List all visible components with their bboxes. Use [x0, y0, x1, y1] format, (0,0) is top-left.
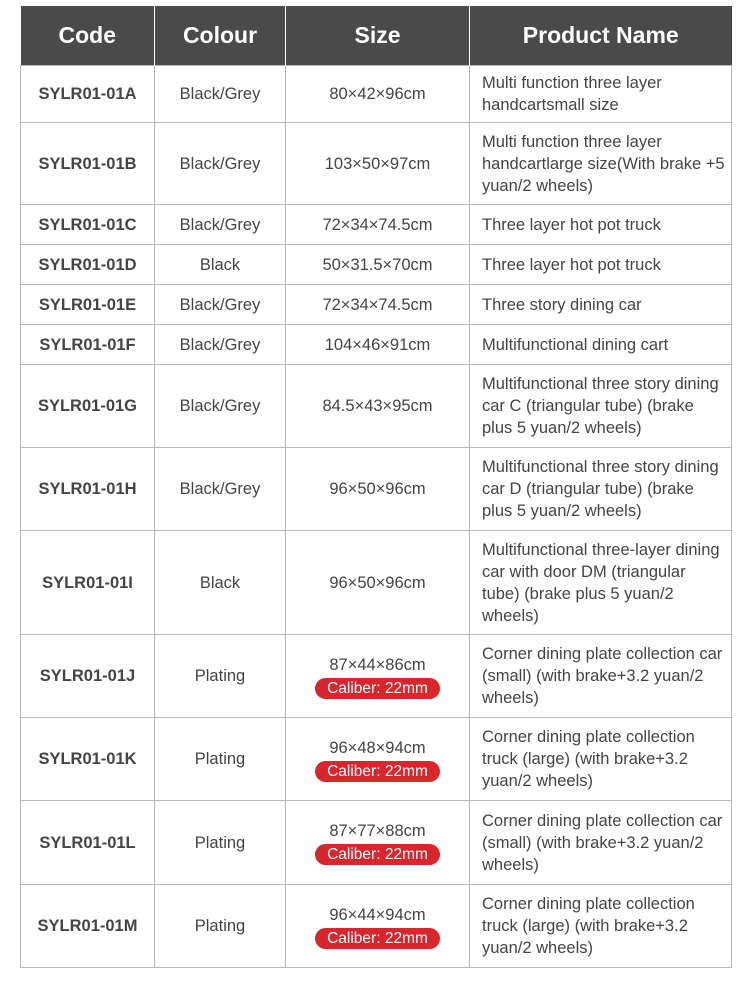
size-value: 96×50×96cm	[329, 573, 426, 592]
product-name-cell: Three story dining car	[470, 285, 732, 325]
table-row	[21, 365, 732, 448]
code-cell: SYLR01-01E	[21, 285, 155, 325]
size-cell	[286, 801, 470, 885]
code-cell: SYLR01-01H	[21, 448, 155, 531]
size-cell	[286, 365, 470, 448]
size-value: 87×77×88cm	[329, 822, 426, 840]
header-size: Size	[286, 6, 470, 66]
size-value: 104×46×91cm	[324, 335, 431, 354]
product-name-cell: Three layer hot pot truck	[470, 205, 732, 245]
header-colour: Colour	[155, 6, 286, 66]
colour-cell: Plating	[155, 718, 286, 801]
colour-cell: Plating	[155, 885, 286, 968]
size-value: 50×31.5×70cm	[322, 255, 433, 274]
code-cell: SYLR01-01K	[21, 718, 155, 801]
table-row	[21, 66, 732, 123]
product-name-cell: Multifunctional dining cart	[470, 325, 732, 365]
product-spec-table	[20, 6, 732, 968]
table-row	[21, 448, 732, 531]
table-row	[21, 325, 732, 365]
product-name-cell: Corner dining plate collection truck (large) (with brake+3.2 yuan/2 wheels)	[470, 885, 732, 968]
table-row	[21, 205, 732, 245]
code-cell: SYLR01-01G	[21, 365, 155, 448]
table-row	[21, 123, 732, 205]
product-name-cell: Three layer hot pot truck	[470, 245, 732, 285]
product-name-cell: Multi function three layer handcartlarge size(With brake +5 yuan/2 wheels)	[470, 123, 732, 205]
product-name-cell: Multi function three layer handcartsmall size	[470, 66, 732, 123]
size-cell	[286, 285, 470, 325]
size-cell	[286, 718, 470, 801]
colour-cell: Plating	[155, 635, 286, 718]
table-body	[21, 66, 732, 968]
product-name-cell: Multifunctional three-layer dining car with door DM (triangular tube) (brake plus 5 yuan/2 wheels)	[470, 531, 732, 635]
size-value: 72×34×74.5cm	[322, 295, 433, 314]
size-value: 72×34×74.5cm	[322, 215, 433, 234]
header-row	[21, 6, 732, 66]
colour-cell: Black/Grey	[155, 66, 286, 123]
size-cell	[286, 66, 470, 123]
colour-cell: Plating	[155, 801, 286, 885]
caliber-badge: Caliber: 22mm	[315, 761, 440, 782]
code-cell: SYLR01-01F	[21, 325, 155, 365]
code-cell: SYLR01-01L	[21, 801, 155, 885]
size-value: 103×50×97cm	[324, 154, 431, 173]
size-cell	[286, 325, 470, 365]
table-header	[21, 6, 732, 66]
table-row	[21, 718, 732, 801]
caliber-badge: Caliber: 22mm	[315, 678, 440, 699]
colour-cell: Black	[155, 531, 286, 635]
table-row	[21, 801, 732, 885]
caliber-badge: Caliber: 22mm	[315, 928, 440, 949]
colour-cell: Black/Grey	[155, 123, 286, 205]
size-value: 96×50×96cm	[329, 480, 426, 498]
size-value: 87×44×86cm	[329, 655, 426, 674]
code-cell: SYLR01-01I	[21, 531, 155, 635]
colour-cell: Black/Grey	[155, 285, 286, 325]
header-product-name: Product Name	[470, 6, 732, 66]
table-row	[21, 531, 732, 635]
colour-cell: Black/Grey	[155, 205, 286, 245]
header-code: Code	[21, 6, 155, 66]
size-value: 84.5×43×95cm	[322, 397, 433, 415]
colour-cell: Black/Grey	[155, 448, 286, 531]
code-cell: SYLR01-01B	[21, 123, 155, 205]
size-value: 96×48×94cm	[329, 738, 426, 757]
colour-cell: Black/Grey	[155, 325, 286, 365]
product-name-cell: Corner dining plate collection car (small) (with brake+3.2 yuan/2 wheels)	[470, 801, 732, 885]
size-value: 96×44×94cm	[329, 905, 426, 924]
product-name-cell: Multifunctional three story dining car C (triangular tube) (brake plus 5 yuan/2 wheels)	[470, 365, 732, 448]
size-cell	[286, 205, 470, 245]
product-name-cell: Corner dining plate collection truck (large) (with brake+3.2 yuan/2 wheels)	[470, 718, 732, 801]
size-value: 80×42×96cm	[329, 85, 426, 103]
size-cell	[286, 531, 470, 635]
code-cell: SYLR01-01J	[21, 635, 155, 718]
product-name-cell: Multifunctional three story dining car D (triangular tube) (brake plus 5 yuan/2 wheels)	[470, 448, 732, 531]
code-cell: SYLR01-01C	[21, 205, 155, 245]
size-cell	[286, 245, 470, 285]
product-name-cell: Corner dining plate collection car (small) (with brake+3.2 yuan/2 wheels)	[470, 635, 732, 718]
code-cell: SYLR01-01A	[21, 66, 155, 123]
size-cell	[286, 885, 470, 968]
size-cell	[286, 123, 470, 205]
colour-cell: Black/Grey	[155, 365, 286, 448]
colour-cell: Black	[155, 245, 286, 285]
size-cell	[286, 635, 470, 718]
table-row	[21, 635, 732, 718]
table-row	[21, 285, 732, 325]
code-cell: SYLR01-01D	[21, 245, 155, 285]
code-cell: SYLR01-01M	[21, 885, 155, 968]
table-row	[21, 245, 732, 285]
size-cell	[286, 448, 470, 531]
caliber-badge: Caliber: 22mm	[315, 844, 440, 865]
table-row	[21, 885, 732, 968]
